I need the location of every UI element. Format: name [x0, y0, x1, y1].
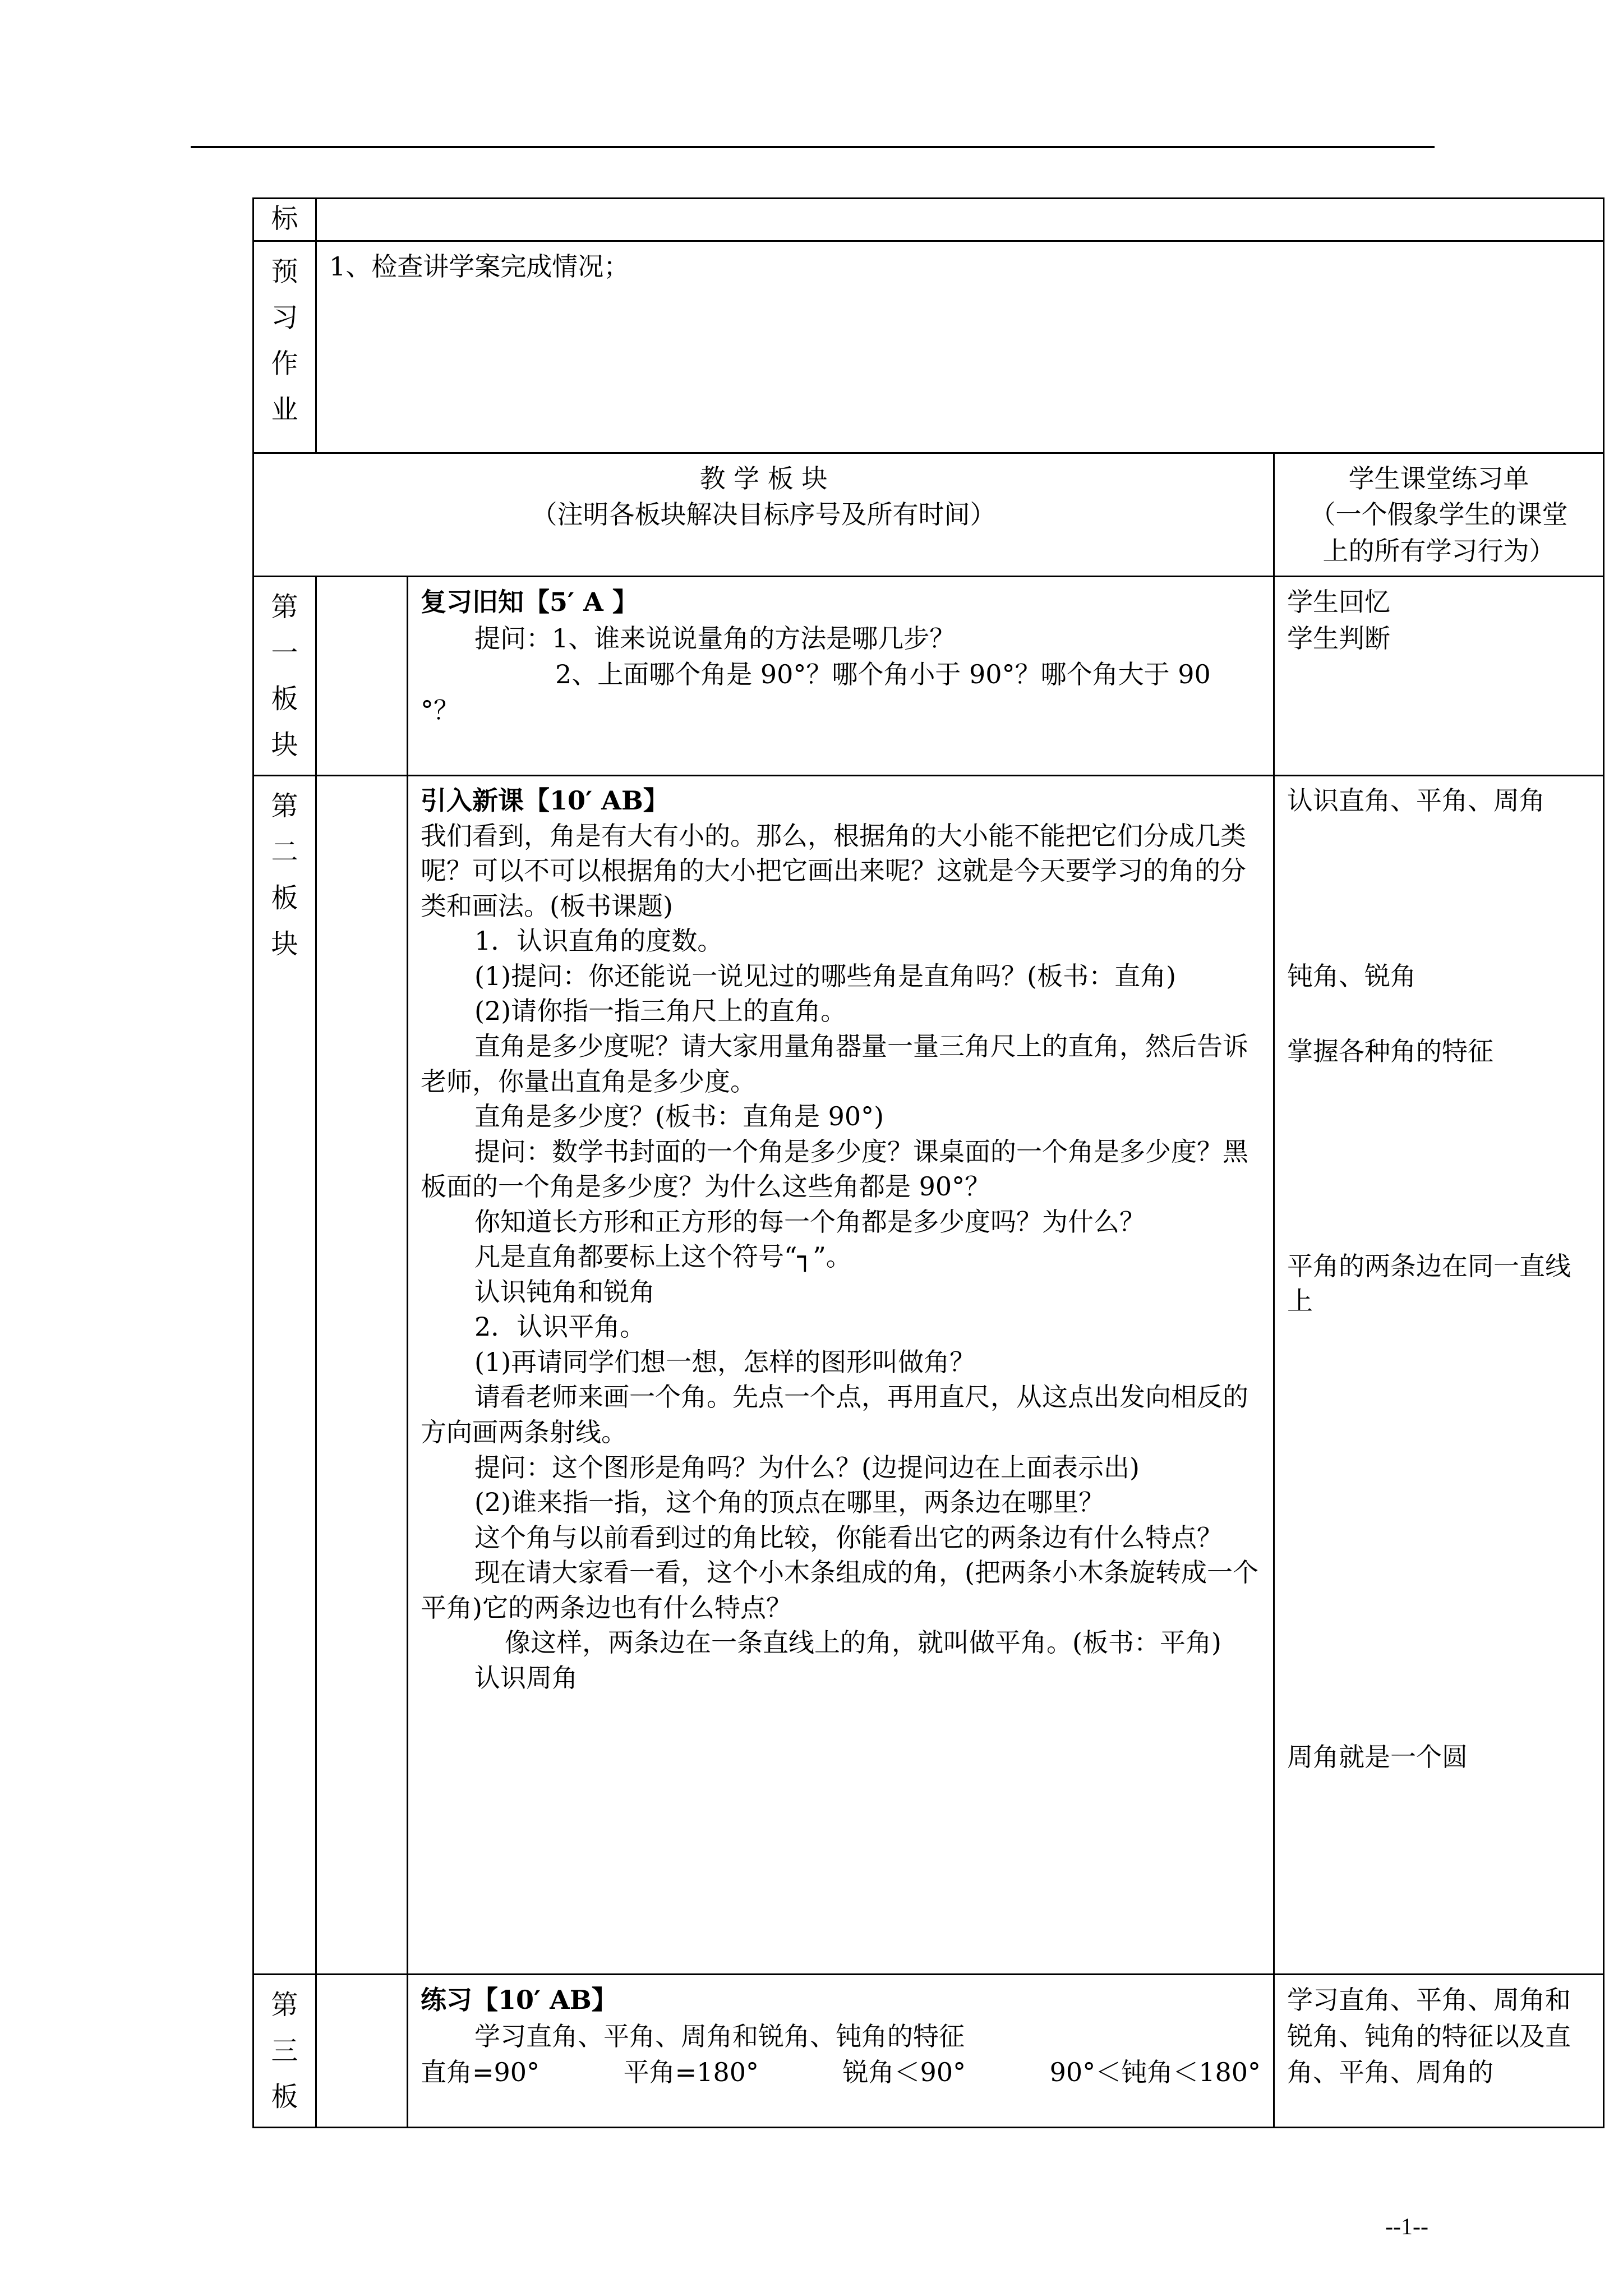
lesson-plan-table: [252, 197, 1604, 2128]
teaching-blocks-subtitle: （注明各板块解决目标序号及所有时间）: [531, 499, 996, 530]
row-content-yuxi: [316, 241, 1604, 453]
row-yuxi: [253, 241, 1604, 453]
block-3-row: [253, 1975, 1604, 2128]
block-2-title: 引入新课【10′ AB】: [421, 785, 669, 816]
block-3-title: 练习【10′ AB】: [421, 1985, 617, 2016]
angle-formulas: 直角=90° 平角=180° 锐角＜90° 90°＜钝角＜180°: [421, 2056, 1261, 2087]
block-1-title: 复习旧知【5′ A 】: [421, 587, 638, 618]
block-1-side: 学生回忆 学生判断: [1274, 577, 1604, 776]
block-2-spacer: [316, 776, 408, 1975]
section-header-row: [253, 453, 1604, 577]
block-2-content: 引入新课【10′ AB】 我们看到，角是有大有小的。那么，根据角的大小能不能把它们分成几类呢？可以不可以根据角的大小把它画出来呢？这就是今天要学习的角的分类和画法。(板书课题) 1．认识直角的度数。 (1)提问：你还能说一说见过的哪些角是直角吗？(板书：直角) (2)请你指一指三角尺上的直角。 直角是多少度呢？请大家用量角器量一量三角尺上的直角，然后告诉老师，你量出直角是多少度。 直角是多少度？(板书：直角是 90°) 提问：数学书封面的一个角是多少度？课桌面的一个角是多少度？黑板面的一个角是多少度？为什么这些角都是 90°？ 你知道长方形和正方形的每一个角都是多少度吗？为什么？ 凡是直角都要标上这个符号“┐”。 认识钝角和锐角 2．认识平角。 (1)再请同学们想一想，怎样的图形叫做角？ 请看老师来画一个角。先点一个点，再用直尺，从这点出发向相反的方向画两条射线。 提问：这个图形是角吗？为什么？(边提问边在上面表示出) (2)谁来指一指，这个角的顶点在哪里，两条边在哪里？ 这个角与以前看到过的角比较，你能看出它的两条边有什么特点？ 现在请大家看一看，这个小木条组成的角，(把两条小木条旋转成一个平角)它的两条边也有什么特点？ 像这样，两条边在一条直线上的角，就叫做平角。(板书：平角) 认识周角: [408, 776, 1274, 1975]
header-rule: [191, 146, 1435, 148]
block-3-side: 学习直角、平角、周角和锐角、钝角的特征以及直角、平角、周角的: [1274, 1975, 1604, 2128]
row-label-yuxi: 预 习 作 业: [253, 241, 316, 453]
block-1-spacer: [316, 577, 408, 776]
preview-homework-text: 1、检查讲学案完成情况；: [329, 251, 630, 282]
block-2-label: 第 二 板 块: [253, 776, 316, 1975]
block-2-side: 认识直角、平角、周角 钝角、锐角 掌握各种角的特征 平角的两条边在同一直线上 周角就是一个圆: [1274, 776, 1604, 1975]
block-3-spacer: [316, 1975, 408, 2128]
row-label-biao: 标: [253, 199, 316, 241]
teaching-blocks-header: [253, 453, 1274, 577]
block-2-row: [253, 776, 1604, 1975]
page-number: --1--: [1385, 2214, 1428, 2240]
block-3-content: 练习【10′ AB】 学习直角、平角、周角和锐角、钝角的特征 直角=90° 平角=180° 锐角＜90° 90°＜钝角＜180°: [408, 1975, 1274, 2128]
block-1-label: 第 一 板 块: [253, 577, 316, 776]
row-biao: [253, 199, 1604, 241]
teaching-blocks-title: 教 学 板 块: [699, 463, 828, 494]
block-3-label: 第 三 板: [253, 1975, 316, 2128]
row-content-biao: [316, 199, 1604, 241]
student-worksheet-header: 学生课堂练习单 （一个假象学生的课堂 上的所有学习行为）: [1274, 453, 1604, 577]
block-1-content: 复习旧知【5′ A 】 提问：1、谁来说说量角的方法是哪几步？ 2、上面哪个角是 90°？哪个角小于 90°？哪个角大于 90 °？: [408, 577, 1274, 776]
block-1-row: [253, 577, 1604, 776]
